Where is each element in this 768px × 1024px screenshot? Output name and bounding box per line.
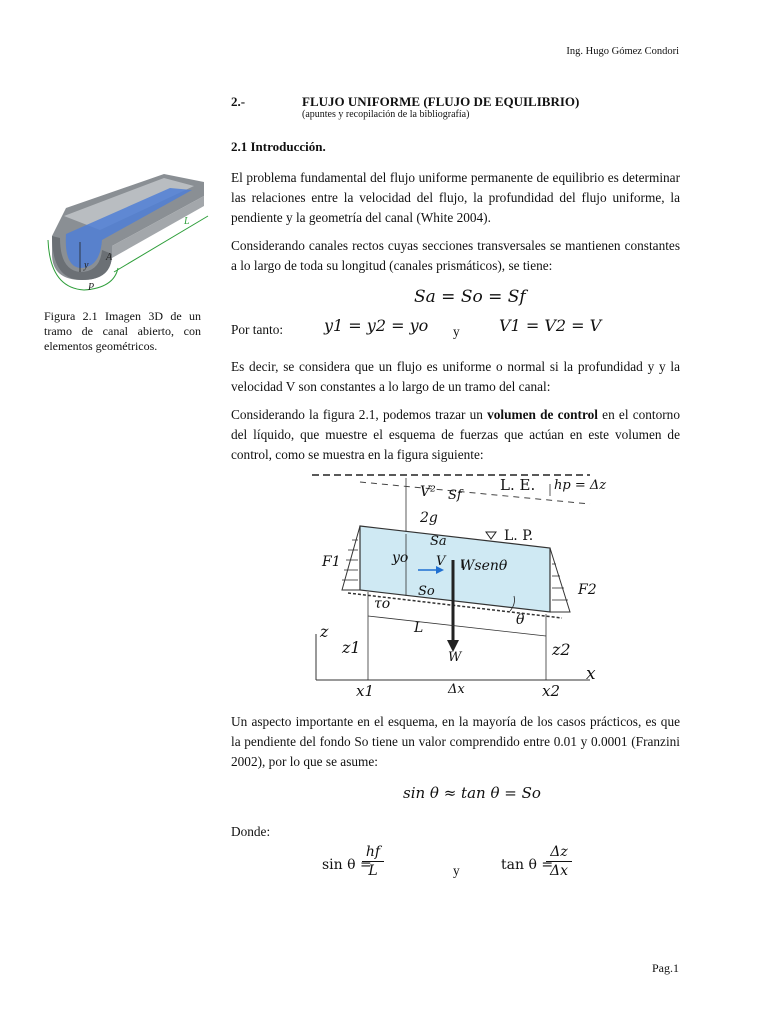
por-tanto-label: Por tanto: [231, 322, 284, 337]
equation-slopes: Sa = So = Sf [414, 287, 526, 307]
paragraph-3: Es decir, se considera que un flujo es uniforme o normal si la profundidad y y la velocidad V son constantes a lo largo de un tramo del canal: [231, 359, 680, 394]
equation-tan-fraction [546, 844, 572, 879]
equation-small-angle: sin θ ≈ tan θ = So [403, 784, 541, 802]
fig1-label-P: P [88, 282, 95, 293]
fig1-label-y: y [84, 260, 89, 271]
equation-sin-lhs: sin θ = [322, 857, 372, 873]
conjunction-y-1: y [453, 324, 460, 339]
label-sf: Sf [448, 488, 462, 503]
control-volume-diagram [300, 464, 610, 709]
section-number: 2.- [231, 94, 246, 109]
section-subtitle: (apuntes y recopilación de la bibliografía) [302, 109, 470, 120]
label-hp: hp = Δz [554, 478, 607, 493]
paragraph-2: Considerando canales rectos cuyas secciones transversales se mantienen constantes a lo largo de toda su longitud (canales prismáticos), se tiene: [231, 238, 680, 273]
header-author: Ing. Hugo Gómez Condori [566, 46, 679, 57]
paragraph-4: Considerando la figura 2.1, podemos trazar un volumen de control en el contorno del líquido, que muestre el esquema de fuerzas que actúan en este volumen de control, como se muestra en la figura siguiente: [231, 407, 680, 462]
label-tau: τo [374, 596, 391, 612]
label-wsen: Wsenθ [460, 558, 508, 574]
label-f2: F2 [578, 582, 597, 598]
equation-tan-lhs: tan θ = [501, 857, 554, 873]
paragraph-1: El problema fundamental del flujo uniforme permanente de equilibrio es determinar las relaciones entre la velocidad del flujo, la profundidad del flujo uniforme, la pendiente y la geometría del canal (White 2004). [231, 170, 680, 225]
label-weight: W [448, 650, 462, 665]
label-v-squared: V² [420, 484, 436, 500]
equation-sin-fraction [362, 844, 384, 879]
equation-velocities: V1 = V2 = V [499, 316, 602, 335]
channel-3d-figure [44, 168, 212, 296]
figure-caption: Figura 2.1 Imagen 3D de un tramo de canal abierto, con elementos geométricos. [44, 309, 201, 353]
conjunction-y-2: y [453, 863, 460, 878]
sin-denominator: L [368, 863, 378, 879]
label-sa: Sa [430, 534, 447, 549]
paragraph-5: Un aspecto importante en el esquema, en la mayoría de los casos prácticos, es que la pendiente del fondo So tiene un valor comprendido entre 0.01 y 0.0001 (Franzini 2002), por lo que se asume: [231, 714, 680, 769]
tan-denominator: Δx [549, 863, 568, 879]
label-so: So [418, 584, 435, 599]
fig1-label-A: A [106, 252, 113, 263]
label-delta-x: Δx [448, 682, 465, 697]
sin-numerator: hf [365, 844, 381, 860]
equation-depths: y1 = y2 = yo [324, 316, 429, 335]
bold-volumen-de-control: volumen de control [487, 407, 598, 422]
tan-numerator: Δz [550, 844, 568, 860]
label-z-axis: z [320, 622, 329, 641]
label-z1: z1 [342, 638, 361, 657]
label-length: L [414, 620, 424, 636]
label-yo: yo [392, 550, 409, 566]
subsection-title: 2.1 Introducción. [231, 139, 326, 154]
label-velocity: V [436, 554, 446, 569]
label-x1: x1 [356, 682, 375, 700]
label-z2: z2 [552, 640, 571, 659]
donde-label: Donde: [231, 824, 271, 839]
label-2g: 2g [420, 510, 438, 526]
sin-fraction-bar [362, 861, 384, 862]
fig1-label-L: L [184, 216, 190, 227]
tan-fraction-bar [546, 861, 572, 862]
label-piezometric-line: L. P. [504, 528, 534, 544]
section-title: FLUJO UNIFORME (FLUJO DE EQUILIBRIO) [302, 94, 580, 109]
label-energy-line: L. E. [500, 476, 536, 494]
page-number: Pag.1 [652, 961, 679, 975]
label-f1: F1 [322, 554, 341, 570]
label-x-axis: x [586, 664, 596, 684]
label-x2: x2 [542, 682, 561, 700]
label-theta: θ [516, 612, 525, 628]
